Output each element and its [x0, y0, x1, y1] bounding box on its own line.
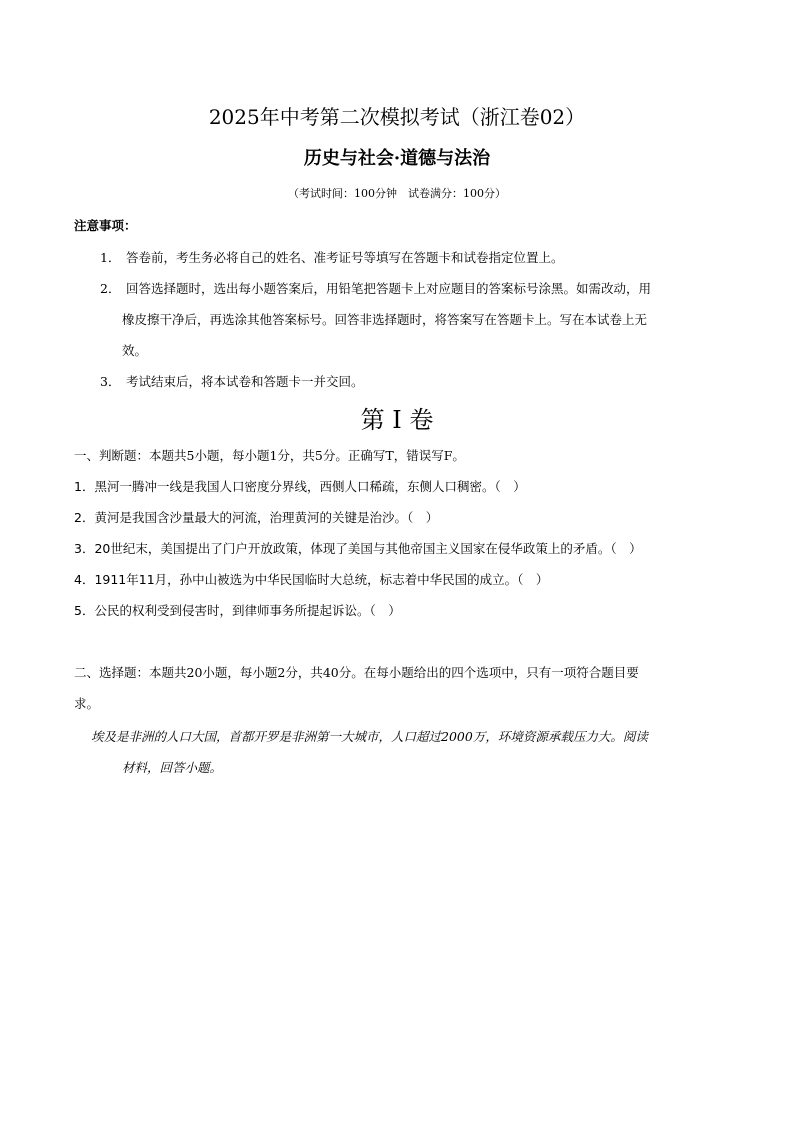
note-item-2 [100, 279, 651, 299]
material-line-2: 材料，回答小题。 [122, 760, 223, 775]
notes-heading: 注意事项： [74, 218, 137, 233]
exam-time-and-score: （考试时间：100分钟 试卷满分：100分） [288, 187, 506, 200]
exam-title: 2025年中考第二次模拟考试（浙江卷02） [208, 105, 586, 129]
note-item-2-line-3: 效。 [122, 343, 148, 358]
note-text: 回答选择题时，选出每小题答案后，用铅笔把答题卡上对应题目的答案标号涂黑。如需改动，用 [126, 281, 652, 296]
note-number: 3． [100, 374, 121, 389]
note-number: 1． [100, 250, 121, 265]
part-title: 第 I 卷 [360, 406, 434, 434]
section-2-heading-line-2: 求。 [74, 696, 100, 711]
section-1-heading: 一、判断题：本题共5小题，每小题1分，共5分。正确写T，错误写F。 [74, 448, 465, 463]
note-item-1 [100, 248, 564, 268]
note-text: 考试结束后，将本试卷和答题卡一并交回。 [126, 374, 364, 389]
judgment-question-4: 4．1911年11月，孙中山被选为中华民国临时大总统，标志着中华民国的成立。（ ） [74, 572, 549, 587]
judgment-question-5: 5．公民的权利受到侵害时，到律师事务所提起诉讼。（ ） [74, 603, 401, 618]
judgment-question-3: 3．20世纪末，美国提出了门户开放政策，体现了美国与其他帝国主义国家在侵华政策上的矛盾。（ ） [74, 541, 642, 556]
material-line-1: 埃及是非洲的人口大国，首都开罗是非洲第一大城市，人口超过2000万，环境资源承载压力大。阅读 [91, 729, 648, 744]
note-text: 答卷前，考生务必将自己的姓名、准考证号等填写在答题卡和试卷指定位置上。 [126, 250, 564, 265]
note-number: 2． [100, 281, 121, 296]
section-2-heading-line-1: 二、选择题：本题共20小题，每小题2分，共40分。在每小题给出的四个选项中，只有一项符合题目要 [74, 665, 639, 680]
exam-subtitle: 历史与社会·道德与法治 [303, 148, 491, 169]
note-item-3 [100, 372, 364, 392]
judgment-question-2: 2．黄河是我国含沙量最大的河流，治理黄河的关键是治沙。（ ） [74, 510, 439, 525]
note-item-2-line-2: 橡皮擦干净后，再选涂其他答案标号。回答非选择题时，将答案写在答题卡上。写在本试卷上无 [122, 312, 648, 327]
judgment-question-1: 1．黑河一腾冲一线是我国人口密度分界线，西侧人口稀疏，东侧人口稠密。（ ） [74, 479, 526, 494]
